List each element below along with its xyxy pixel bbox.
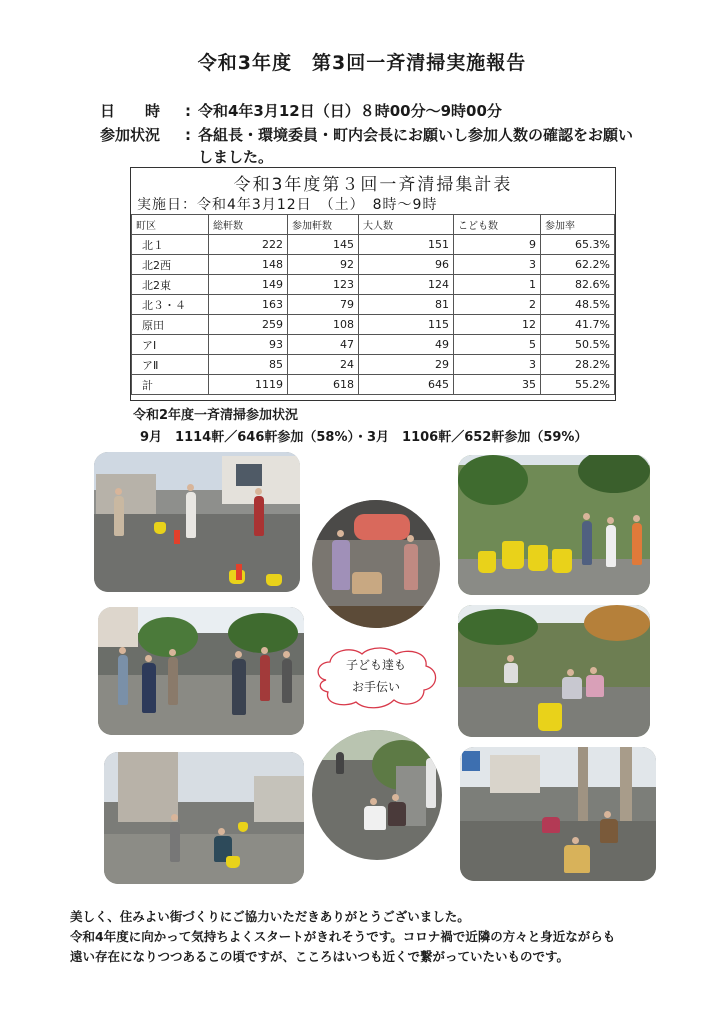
table-cell: 1119: [209, 375, 288, 395]
table-cell: 2: [454, 295, 541, 315]
table-cell: 47: [288, 335, 359, 355]
header-total-houses: 総軒数: [209, 215, 288, 235]
photo-residents-street: [98, 607, 304, 735]
table-cell: アⅠ: [132, 335, 209, 355]
table-cell: 北１: [132, 235, 209, 255]
table-row: [132, 315, 615, 335]
table-cell: 3: [454, 255, 541, 275]
table-cell: 148: [209, 255, 288, 275]
table-cell: 79: [288, 295, 359, 315]
table-row: [132, 235, 615, 255]
table-cell: 29: [359, 355, 454, 375]
photo-cleanup-parking-lot: [94, 452, 300, 592]
table-cell: 62.2%: [541, 255, 615, 275]
table-cell: 41.7%: [541, 315, 615, 335]
table-cell: 北３・４: [132, 295, 209, 315]
table-cell: 618: [288, 375, 359, 395]
table-cell: 55.2%: [541, 375, 615, 395]
table-row: [132, 355, 615, 375]
date-label: 日 時: [100, 102, 161, 120]
bubble-line-2: お手伝い: [351, 680, 400, 694]
footer-line-3: 遠い存在になりつつあるこの頃ですが、こころはいつも近くで繋がっていたいものです。: [70, 949, 570, 964]
header-adults: 大人数: [359, 215, 454, 235]
table-row: [132, 375, 615, 395]
table-cell: 93: [209, 335, 288, 355]
table-cell: 82.6%: [541, 275, 615, 295]
table-cell: 5: [454, 335, 541, 355]
footer-line-1: 美しく、住みよい街づくりにご協力いただきありがとうございました。: [70, 909, 470, 924]
date-row: [100, 100, 502, 121]
tally-table-box: [130, 167, 616, 401]
bubble-line-1: 子ども達も: [345, 658, 406, 672]
table-cell: 123: [288, 275, 359, 295]
table-cell: 49: [359, 335, 454, 355]
table-cell: 85: [209, 355, 288, 375]
table-cell: 35: [454, 375, 541, 395]
tally-table: [131, 214, 615, 395]
table-cell: 149: [209, 275, 288, 295]
table-cell: 81: [359, 295, 454, 315]
table-cell: 計: [132, 375, 209, 395]
table-cell: 151: [359, 235, 454, 255]
table-cell: 145: [288, 235, 359, 255]
table-cell: 1: [454, 275, 541, 295]
photo-tree-lined-road: [460, 747, 656, 881]
table-cell: 北2東: [132, 275, 209, 295]
table-cell: 645: [359, 375, 454, 395]
table-cell: 9: [454, 235, 541, 255]
colon: :: [185, 102, 191, 120]
date-value: 令和4年3月12日（日）８時00分～9時00分: [198, 102, 502, 120]
table-cell: 108: [288, 315, 359, 335]
table-cell: 96: [359, 255, 454, 275]
table-cell: 48.5%: [541, 295, 615, 315]
status-value-2: しました。: [198, 148, 274, 166]
photo-sidewalk-weeding: [312, 730, 442, 860]
status-value-1: 各組長・環境委員・町内会長にお願いし参加人数の確認をお願い: [198, 126, 634, 144]
table-row: [132, 335, 615, 355]
table-row: [132, 255, 615, 275]
colon: :: [185, 126, 191, 144]
header-children: こども数: [454, 215, 541, 235]
photo-apartment-street: [104, 752, 304, 884]
previous-heading: 令和2年度一斉清掃参加状況: [133, 408, 299, 423]
footer-line-2: 令和4年度に向かって気持ちよくスタートがきれそうです。コロナ禍で近隣の方々と身近ながらも: [70, 929, 616, 944]
photo-planting-strip: [458, 605, 650, 737]
table-cell: 65.3%: [541, 235, 615, 255]
speech-bubble-text: [312, 654, 440, 698]
table-cell: 163: [209, 295, 288, 315]
table-cell: 115: [359, 315, 454, 335]
table-cell: 北2西: [132, 255, 209, 275]
table-row: [132, 295, 615, 315]
photo-child-weeding: [312, 500, 440, 628]
table-cell: 28.2%: [541, 355, 615, 375]
table-title: 令和3年度第３回一斉清掃集計表: [233, 175, 513, 195]
table-cell: 原田: [132, 315, 209, 335]
table-cell: 3: [454, 355, 541, 375]
table-cell: 222: [209, 235, 288, 255]
table-header-row: [132, 215, 615, 235]
status-row: [100, 124, 633, 145]
table-cell: 124: [359, 275, 454, 295]
table-row: [132, 275, 615, 295]
table-cell: 259: [209, 315, 288, 335]
photo-garbage-bags: [458, 455, 650, 595]
header-rate: 参加率: [541, 215, 615, 235]
table-cell: 12: [454, 315, 541, 335]
table-cell: アⅡ: [132, 355, 209, 375]
previous-stats: 9月 1114軒／646軒参加（58%）・3月 1106軒／652軒参加（59%）: [140, 430, 588, 445]
status-label: 参加状況: [100, 126, 161, 144]
header-participating-houses: 参加軒数: [288, 215, 359, 235]
table-cell: 92: [288, 255, 359, 275]
page-title: 令和3年度 第3回一斉清掃実施報告: [197, 52, 527, 74]
table-cell: 50.5%: [541, 335, 615, 355]
table-cell: 24: [288, 355, 359, 375]
table-date: 実施日：令和4年3月12日 （土） 8時～9時: [137, 197, 438, 213]
header-district: 町区: [132, 215, 209, 235]
